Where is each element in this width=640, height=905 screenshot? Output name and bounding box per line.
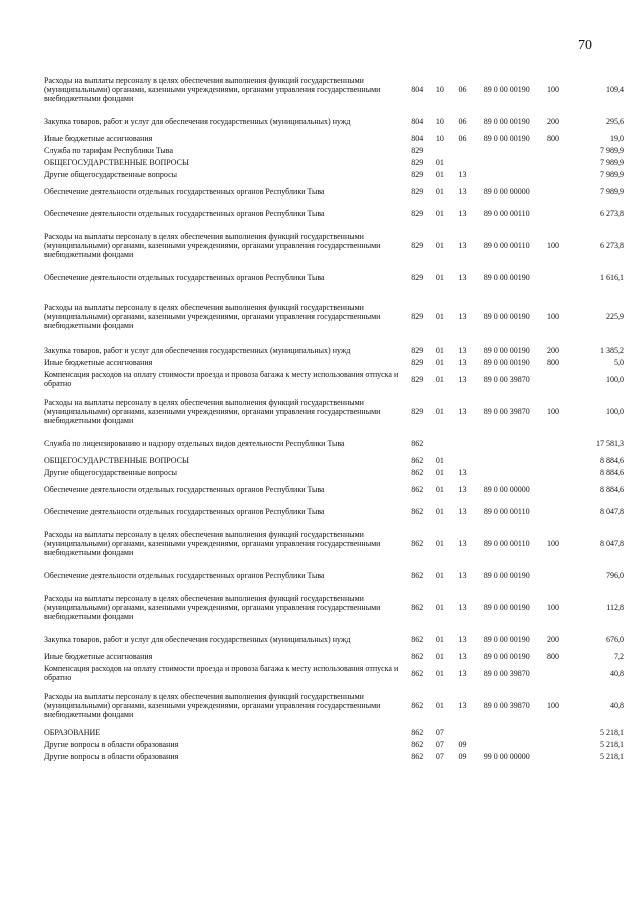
table-row: [44, 650, 624, 662]
row-name: Служба по тарифам Республики Тыва: [44, 145, 173, 155]
row-subsection-code: [451, 454, 474, 466]
row-target-article-code: 89 0 00 00110: [483, 506, 530, 516]
row-section-code: [429, 144, 452, 156]
row-section-code: 01: [435, 157, 444, 167]
row-gr-code: 829: [411, 240, 424, 250]
row-expense-type-code: 100: [546, 538, 559, 548]
table-row: [44, 628, 624, 650]
row-subsection-code: 13: [458, 208, 467, 218]
row-name: Расходы на выплаты персоналу в целях обеспечения выполнения функций государственными (муниципальными) органами, казенными учреждениями, органами управления государственными внебюджетными фондами: [44, 75, 381, 103]
row-amount: 112,8: [606, 602, 624, 612]
row-expense-type-code: 800: [546, 133, 559, 143]
row-expense-type-code: 100: [546, 311, 559, 321]
row-amount: 6 273,8: [600, 240, 624, 250]
row-subsection-code: 09: [458, 739, 467, 749]
row-subsection-code: 13: [458, 169, 467, 179]
row-amount: 7 989,9: [600, 145, 624, 155]
row-section-code: 01: [435, 484, 444, 494]
row-name: Обеспечение деятельности отдельных государственных органов Республики Тыва: [44, 272, 325, 282]
row-name: Служба по лицензированию и надзору отдельных видов деятельности Республики Тыва: [44, 438, 345, 448]
row-section-code: 01: [435, 700, 444, 710]
row-amount: 17 581,3: [596, 438, 624, 448]
row-expense-type-code: [540, 266, 567, 288]
row-amount: 5 218,1: [600, 739, 624, 749]
row-gr-code: 829: [411, 311, 424, 321]
row-expense-type-code: 800: [546, 651, 559, 661]
row-target-article-code: 89 0 00 00190: [483, 116, 530, 126]
row-name: Закупка товаров, работ и услуг для обеспечения государственных (муниципальных) нужд: [44, 345, 351, 355]
row-section-code: 01: [435, 602, 444, 612]
row-subsection-code: 06: [458, 84, 467, 94]
row-target-article-code: 89 0 00 39870: [483, 700, 530, 710]
row-subsection-code: 13: [458, 272, 467, 282]
row-subsection-code: 13: [458, 484, 467, 494]
row-amount: 5 218,1: [600, 727, 624, 737]
row-amount: 19,0: [610, 133, 624, 143]
row-target-article-code: 89 0 00 00190: [483, 570, 530, 580]
row-gr-code: 829: [411, 272, 424, 282]
row-name: Обеспечение деятельности отдельных государственных органов Республики Тыва: [44, 570, 325, 580]
row-name: Иные бюджетные ассигнования: [44, 651, 153, 661]
row-gr-code: 829: [411, 345, 424, 355]
row-expense-type-code: [540, 500, 567, 522]
row-target-article-code: 89 0 00 00190: [483, 634, 530, 644]
row-target-article-code: 89 0 00 39870: [483, 668, 530, 678]
row-subsection-code: 13: [458, 634, 467, 644]
row-gr-code: 804: [411, 84, 424, 94]
row-section-code: 01: [435, 311, 444, 321]
table-row: [44, 432, 624, 454]
row-subsection-code: 13: [458, 406, 467, 416]
page-number: 70: [578, 38, 592, 53]
row-name: Обеспечение деятельности отдельных государственных органов Республики Тыва: [44, 484, 325, 494]
row-section-code: 01: [435, 455, 444, 465]
row-section-code: 01: [435, 208, 444, 218]
row-name: Иные бюджетные ассигнования: [44, 133, 153, 143]
row-name: Расходы на выплаты персоналу в целях обеспечения выполнения функций государственными (муниципальными) органами, казенными учреждениями, органами управления государственными внебюджетными фондами: [44, 691, 381, 719]
row-amount: 100,0: [606, 374, 624, 384]
row-amount: 8 047,8: [600, 506, 624, 516]
row-name: Обеспечение деятельности отдельных государственных органов Республики Тыва: [44, 186, 325, 196]
row-subsection-code: 13: [458, 668, 467, 678]
table-row: [44, 662, 624, 684]
row-gr-code: 862: [411, 700, 424, 710]
budget-table: [44, 68, 624, 762]
row-amount: 7 989,9: [600, 169, 624, 179]
row-target-article-code: 89 0 00 00190: [483, 602, 530, 612]
row-amount: 8 884,6: [600, 455, 624, 465]
table-row: [44, 390, 624, 432]
row-subsection-code: 09: [458, 751, 467, 761]
row-gr-code: 862: [411, 727, 424, 737]
row-section-code: 01: [435, 186, 444, 196]
row-subsection-code: 06: [458, 133, 467, 143]
row-gr-code: 862: [411, 751, 424, 761]
row-expense-type-code: [540, 726, 567, 738]
table-row: [44, 168, 624, 180]
row-name: Другие общегосударственные вопросы: [44, 467, 178, 477]
row-target-article-code: 89 0 00 00190: [483, 133, 530, 143]
row-target-article-code: [474, 144, 540, 156]
row-section-code: 10: [435, 84, 444, 94]
row-expense-type-code: [540, 180, 567, 202]
row-amount: 8 047,8: [600, 538, 624, 548]
row-section-code: 07: [435, 751, 444, 761]
table-row: [44, 478, 624, 500]
table-row: [44, 586, 624, 628]
row-name: Другие общегосударственные вопросы: [44, 169, 178, 179]
row-section-code: 10: [435, 116, 444, 126]
table-row: [44, 684, 624, 726]
row-target-article-code: [474, 726, 540, 738]
row-name: Другие вопросы в области образования: [44, 739, 179, 749]
row-name: Закупка товаров, работ и услуг для обеспечения государственных (муниципальных) нужд: [44, 634, 351, 644]
row-expense-type-code: 200: [546, 345, 559, 355]
table-row: [44, 500, 624, 522]
row-subsection-code: 13: [458, 506, 467, 516]
row-expense-type-code: [540, 368, 567, 390]
row-gr-code: 829: [411, 145, 424, 155]
row-target-article-code: 89 0 00 00190: [483, 311, 530, 321]
row-target-article-code: 89 0 00 00110: [483, 538, 530, 548]
row-name: Закупка товаров, работ и услуг для обеспечения государственных (муниципальных) нужд: [44, 116, 351, 126]
table-row: [44, 266, 624, 288]
row-name: Расходы на выплаты персоналу в целях обеспечения выполнения функций государственными (муниципальными) органами, казенными учреждениями, органами управления государственными внебюджетными фондами: [44, 302, 381, 330]
table-row: [44, 202, 624, 224]
row-amount: 7 989,9: [600, 157, 624, 167]
row-gr-code: 862: [411, 634, 424, 644]
row-subsection-code: 13: [458, 345, 467, 355]
row-expense-type-code: [540, 738, 567, 750]
table-row: [44, 454, 624, 466]
row-amount: 5 218,1: [600, 751, 624, 761]
row-subsection-code: 06: [458, 116, 467, 126]
table-row: [44, 522, 624, 564]
row-name: Компенсация расходов на оплату стоимости проезда и провоза багажа к месту использования отпуска и обратно: [44, 370, 399, 388]
row-target-article-code: 89 0 00 39870: [483, 406, 530, 416]
row-amount: 7,2: [614, 651, 624, 661]
row-subsection-code: 13: [458, 538, 467, 548]
row-amount: 100,0: [606, 406, 624, 416]
row-subsection-code: 13: [458, 651, 467, 661]
row-subsection-code: [451, 144, 474, 156]
row-section-code: 01: [435, 467, 444, 477]
row-gr-code: 862: [411, 538, 424, 548]
table-row: [44, 738, 624, 750]
row-section-code: 01: [435, 406, 444, 416]
row-subsection-code: 13: [458, 467, 467, 477]
row-target-article-code: 89 0 00 00190: [483, 345, 530, 355]
row-gr-code: 862: [411, 602, 424, 612]
row-gr-code: 829: [411, 157, 424, 167]
row-section-code: 01: [435, 169, 444, 179]
row-amount: 40,8: [610, 700, 624, 710]
row-amount: 295,6: [606, 116, 624, 126]
table-row: [44, 750, 624, 762]
table-row: [44, 156, 624, 168]
row-gr-code: 862: [411, 484, 424, 494]
row-section-code: 01: [435, 374, 444, 384]
row-expense-type-code: [540, 662, 567, 684]
row-gr-code: 862: [411, 739, 424, 749]
row-subsection-code: 13: [458, 570, 467, 580]
row-name: Обеспечение деятельности отдельных государственных органов Республики Тыва: [44, 208, 325, 218]
row-section-code: 01: [435, 272, 444, 282]
row-target-article-code: 89 0 00 00000: [483, 186, 530, 196]
row-expense-type-code: 100: [546, 240, 559, 250]
row-target-article-code: 89 0 00 00000: [483, 484, 530, 494]
row-target-article-code: [474, 432, 540, 454]
table-row: [44, 726, 624, 738]
row-amount: 40,8: [610, 668, 624, 678]
row-subsection-code: [451, 156, 474, 168]
row-section-code: 01: [435, 506, 444, 516]
row-amount: 796,0: [606, 570, 624, 580]
row-name: Расходы на выплаты персоналу в целях обеспечения выполнения функций государственными (муниципальными) органами, казенными учреждениями, органами управления государственными внебюджетными фондами: [44, 397, 381, 425]
table-row: [44, 180, 624, 202]
row-amount: 8 884,6: [600, 467, 624, 477]
table-row: [44, 144, 624, 156]
row-expense-type-code: 200: [546, 116, 559, 126]
row-gr-code: 862: [411, 438, 424, 448]
table-row: [44, 368, 624, 390]
row-expense-type-code: [540, 466, 567, 478]
table-row: [44, 288, 624, 344]
row-gr-code: 862: [411, 570, 424, 580]
table-row: [44, 344, 624, 356]
table-row: [44, 564, 624, 586]
row-name: Компенсация расходов на оплату стоимости проезда и провоза багажа к месту использования отпуска и обратно: [44, 664, 399, 682]
row-gr-code: 862: [411, 506, 424, 516]
table-row: [44, 132, 624, 144]
row-amount: 225,9: [606, 311, 624, 321]
row-name: Расходы на выплаты персоналу в целях обеспечения выполнения функций государственными (муниципальными) органами, казенными учреждениями, органами управления государственными внебюджетными фондами: [44, 593, 381, 621]
row-name: ОБРАЗОВАНИЕ: [44, 727, 101, 737]
row-expense-type-code: [540, 750, 567, 762]
row-expense-type-code: [540, 168, 567, 180]
row-subsection-code: 13: [458, 186, 467, 196]
row-section-code: 07: [435, 739, 444, 749]
row-expense-type-code: 800: [546, 357, 559, 367]
row-expense-type-code: 100: [546, 700, 559, 710]
budget-table-body: [44, 68, 624, 762]
row-gr-code: 862: [411, 651, 424, 661]
row-section-code: 01: [435, 570, 444, 580]
row-target-article-code: [474, 454, 540, 466]
row-subsection-code: 13: [458, 602, 467, 612]
row-amount: 1 616,1: [600, 272, 624, 282]
row-expense-type-code: [540, 454, 567, 466]
row-amount: 1 385,2: [600, 345, 624, 355]
row-subsection-code: [451, 726, 474, 738]
row-name: Расходы на выплаты персоналу в целях обеспечения выполнения функций государственными (муниципальными) органами, казенными учреждениями, органами управления государственными внебюджетными фондами: [44, 529, 381, 557]
row-expense-type-code: [540, 144, 567, 156]
row-amount: 109,4: [606, 84, 624, 94]
row-subsection-code: 13: [458, 374, 467, 384]
row-name: ОБЩЕГОСУДАРСТВЕННЫЕ ВОПРОСЫ: [44, 455, 189, 465]
row-gr-code: 804: [411, 133, 424, 143]
row-expense-type-code: 100: [546, 602, 559, 612]
row-target-article-code: 99 0 00 00000: [483, 751, 530, 761]
table-row: [44, 68, 624, 110]
row-section-code: 10: [435, 133, 444, 143]
row-name: Расходы на выплаты персоналу в целях обеспечения выполнения функций государственными (муниципальными) органами, казенными учреждениями, органами управления государственными внебюджетными фондами: [44, 231, 381, 259]
row-expense-type-code: [540, 564, 567, 586]
row-section-code: 01: [435, 357, 444, 367]
row-gr-code: 829: [411, 374, 424, 384]
row-target-article-code: 89 0 00 39870: [483, 374, 530, 384]
row-gr-code: 829: [411, 357, 424, 367]
row-section-code: 01: [435, 345, 444, 355]
row-expense-type-code: 100: [546, 84, 559, 94]
table-row: [44, 110, 624, 132]
row-target-article-code: 89 0 00 00190: [483, 357, 530, 367]
row-target-article-code: [474, 738, 540, 750]
row-target-article-code: 89 0 00 00110: [483, 208, 530, 218]
row-name: ОБЩЕГОСУДАРСТВЕННЫЕ ВОПРОСЫ: [44, 157, 189, 167]
row-section-code: [429, 432, 452, 454]
row-target-article-code: [474, 466, 540, 478]
row-amount: 6 273,8: [600, 208, 624, 218]
row-section-code: 01: [435, 651, 444, 661]
row-amount: 8 884,6: [600, 484, 624, 494]
row-target-article-code: 89 0 00 00190: [483, 84, 530, 94]
row-target-article-code: [474, 156, 540, 168]
row-amount: 676,0: [606, 634, 624, 644]
row-section-code: 01: [435, 634, 444, 644]
row-name: Другие вопросы в области образования: [44, 751, 179, 761]
row-subsection-code: 13: [458, 240, 467, 250]
row-target-article-code: 89 0 00 00190: [483, 651, 530, 661]
row-gr-code: 829: [411, 406, 424, 416]
row-expense-type-code: [540, 156, 567, 168]
row-expense-type-code: [540, 202, 567, 224]
row-gr-code: 862: [411, 455, 424, 465]
row-gr-code: 829: [411, 208, 424, 218]
table-row: [44, 466, 624, 478]
row-expense-type-code: [540, 478, 567, 500]
row-target-article-code: [474, 168, 540, 180]
row-name: Иные бюджетные ассигнования: [44, 357, 153, 367]
row-subsection-code: [451, 432, 474, 454]
row-gr-code: 804: [411, 116, 424, 126]
row-gr-code: 829: [411, 186, 424, 196]
row-amount: 5,0: [614, 357, 624, 367]
table-row: [44, 356, 624, 368]
row-gr-code: 829: [411, 169, 424, 179]
row-expense-type-code: 200: [546, 634, 559, 644]
row-subsection-code: 13: [458, 311, 467, 321]
row-name: Обеспечение деятельности отдельных государственных органов Республики Тыва: [44, 506, 325, 516]
row-target-article-code: 89 0 00 00190: [483, 272, 530, 282]
row-section-code: 01: [435, 538, 444, 548]
row-subsection-code: 13: [458, 700, 467, 710]
row-expense-type-code: [540, 432, 567, 454]
row-gr-code: 862: [411, 668, 424, 678]
row-subsection-code: 13: [458, 357, 467, 367]
table-row: [44, 224, 624, 266]
row-target-article-code: 89 0 00 00110: [483, 240, 530, 250]
row-section-code: 07: [435, 727, 444, 737]
row-expense-type-code: 100: [546, 406, 559, 416]
row-section-code: 01: [435, 668, 444, 678]
row-gr-code: 862: [411, 467, 424, 477]
row-amount: 7 989,9: [600, 186, 624, 196]
row-section-code: 01: [435, 240, 444, 250]
